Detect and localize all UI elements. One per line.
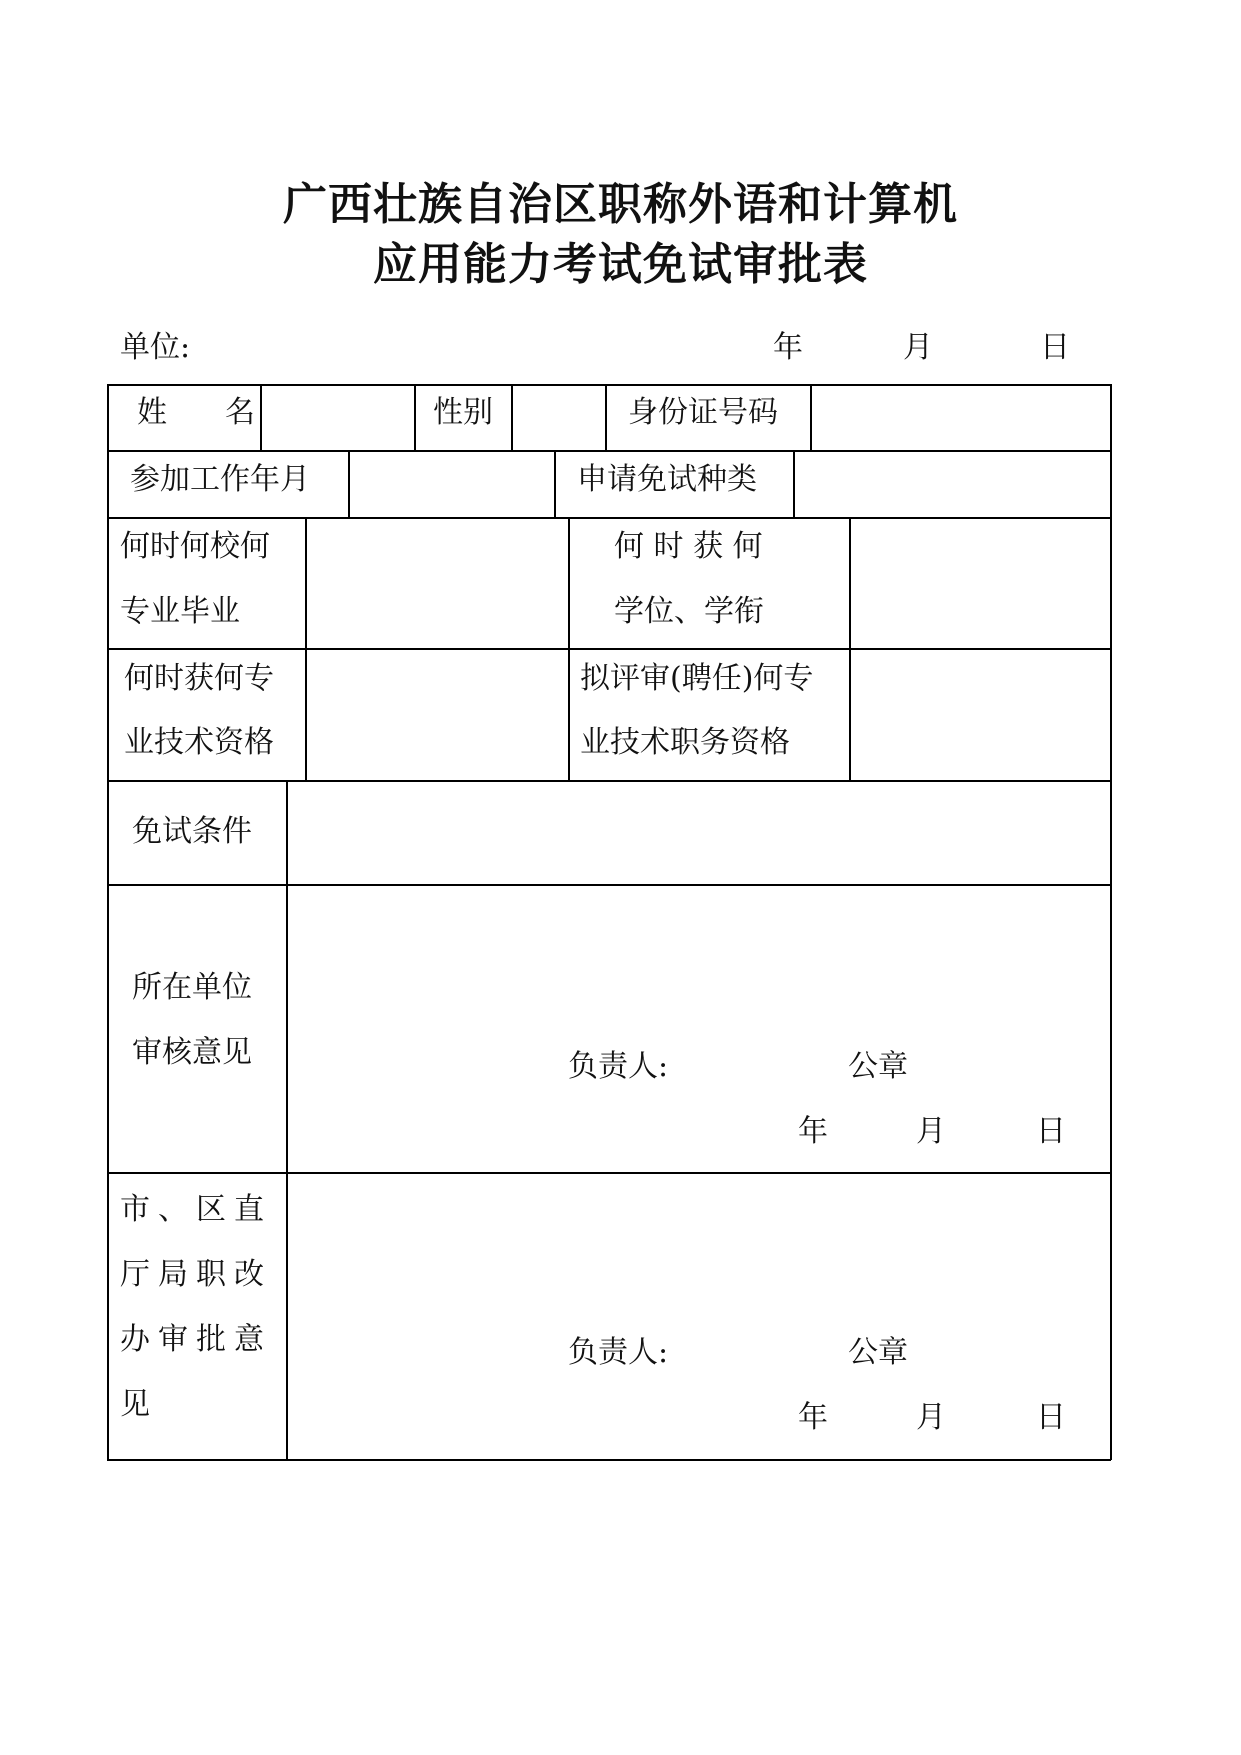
degree-label-line-2: 学位、学衔 [614, 594, 764, 629]
cell-divider [511, 384, 513, 451]
dept-opinion-day-label: 日 [1036, 1400, 1066, 1435]
row-divider [107, 648, 1111, 650]
form-title-line-1: 广西壮族自治区职称外语和计算机 [283, 179, 958, 230]
unit-label: 单位: [120, 330, 191, 365]
form-title-line-2: 应用能力考试免试审批表 [373, 239, 868, 290]
header-year-label: 年 [773, 330, 803, 365]
cell-divider [414, 384, 416, 451]
degree-label-line-1: 何 时 获 何 [614, 529, 763, 564]
dept-opinion-year-label: 年 [798, 1400, 828, 1435]
dept-opinion-label-line-3: 办审批意 [120, 1322, 272, 1357]
dept-opinion-label-line-1: 市、区直 [120, 1192, 272, 1227]
row-divider [107, 517, 1111, 519]
unit-opinion-day-label: 日 [1036, 1114, 1066, 1149]
cell-divider [568, 517, 570, 781]
cell-divider [849, 517, 851, 781]
header-month-label: 月 [903, 330, 933, 365]
unit-opinion-month-label: 月 [916, 1114, 946, 1149]
cell-divider [810, 384, 812, 451]
cell-divider [286, 780, 288, 1460]
cell-divider [554, 450, 556, 518]
row-divider [107, 450, 1111, 452]
table-border-top [107, 384, 1111, 386]
qualification-label-line-2: 业技术资格 [124, 725, 274, 760]
header-day-label: 日 [1040, 330, 1070, 365]
table-border-bottom [107, 1459, 1111, 1461]
dept-opinion-label-line-4: 见 [120, 1387, 150, 1422]
proposed-title-label-line-2: 业技术职务资格 [580, 725, 790, 760]
unit-opinion-year-label: 年 [798, 1114, 828, 1149]
gender-label: 性别 [433, 395, 493, 430]
unit-opinion-label-line-2: 审核意见 [132, 1035, 252, 1070]
graduation-label-line-1: 何时何校何 [120, 529, 270, 564]
cell-divider [348, 450, 350, 518]
exempt-condition-label: 免试条件 [132, 814, 252, 849]
proposed-title-label-line-1: 拟评审(聘任)何专 [580, 661, 814, 696]
unit-seal-label: 公章 [848, 1049, 908, 1084]
row-divider [107, 1172, 1111, 1174]
exempt-type-label: 申请免试种类 [577, 462, 757, 497]
cell-divider [305, 517, 307, 781]
cell-divider [793, 450, 795, 518]
table-border-right [1110, 384, 1112, 1460]
id-number-label: 身份证号码 [628, 395, 778, 430]
graduation-label-line-2: 专业毕业 [120, 594, 240, 629]
unit-opinion-label-line-1: 所在单位 [132, 970, 252, 1005]
qualification-label-line-1: 何时获何专 [124, 661, 274, 696]
dept-opinion-label-line-2: 厅局职改 [120, 1257, 272, 1292]
work-start-label: 参加工作年月 [130, 462, 310, 497]
dept-responsible-label: 负责人: [568, 1335, 669, 1370]
row-divider [107, 780, 1111, 782]
cell-divider [605, 384, 607, 451]
unit-responsible-label: 负责人: [568, 1049, 669, 1084]
row-divider [107, 884, 1111, 886]
dept-seal-label: 公章 [848, 1335, 908, 1370]
dept-opinion-month-label: 月 [916, 1400, 946, 1435]
table-border-left [107, 384, 109, 1460]
name-label: 姓 名 [137, 395, 269, 430]
